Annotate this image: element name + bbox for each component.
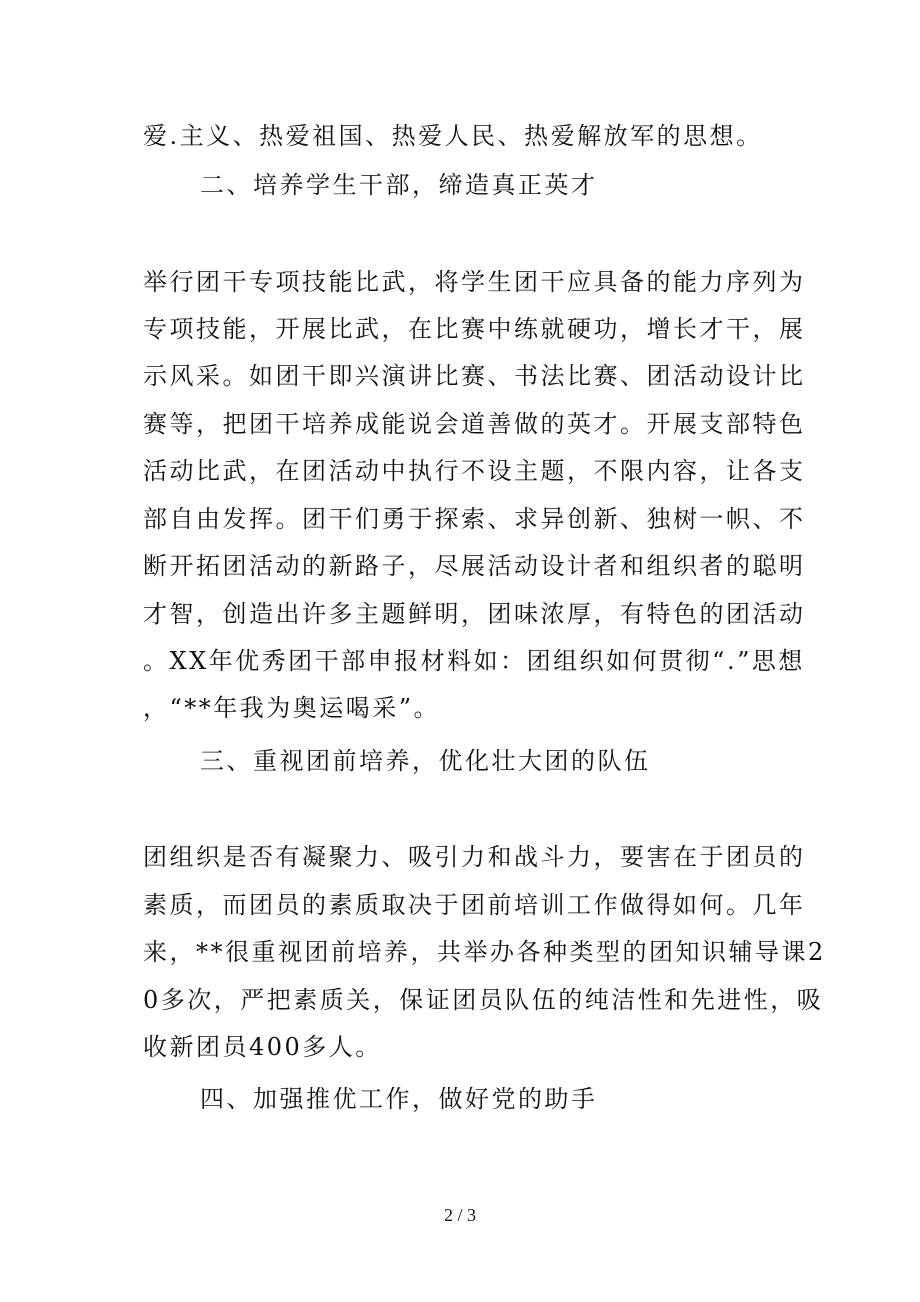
paragraph-line: 才智，创造出许多主题鲜明，团味浓厚，有特色的团活动 bbox=[143, 600, 806, 628]
intro-line: 爱.主义、热爱祖国、热爱人民、热爱解放军的思想。 bbox=[143, 122, 763, 150]
paragraph-line: 活动比武，在团活动中执行不设主题，不限内容，让各支 bbox=[143, 457, 806, 485]
section-heading-3: 三、重视团前培养，优化壮大团的队伍 bbox=[200, 747, 651, 775]
paragraph-line: 部自由发挥。团干们勇于探索、求异创新、独树一帜、不 bbox=[143, 505, 806, 533]
paragraph-line: 团组织是否有凝聚力、吸引力和战斗力，要害在于团员的 bbox=[143, 843, 806, 871]
paragraph-line: ，“**年我为奥运喝采”。 bbox=[143, 694, 441, 722]
paragraph-line: 来，**很重视团前培养，共举办各种类型的团知识辅导课2 bbox=[143, 938, 826, 966]
paragraph-line: 赛等，把团干培养成能说会道善做的英才。开展支部特色 bbox=[143, 410, 806, 438]
paragraph-line: 举行团干专项技能比武，将学生团干应具备的能力序列为 bbox=[143, 268, 806, 296]
paragraph-line: 收新团员400多人。 bbox=[143, 1033, 382, 1061]
paragraph-line: 。XX年优秀团干部申报材料如：团组织如何贯彻“.”思想 bbox=[143, 647, 805, 675]
page-number: 2 / 3 bbox=[443, 1205, 476, 1225]
paragraph-line: 断开拓团活动的新路子，尽展活动设计者和组织者的聪明 bbox=[143, 552, 806, 580]
paragraph-line: 专项技能，开展比武，在比赛中练就硬功，增长才干，展 bbox=[143, 315, 806, 343]
section-heading-4: 四、加强推优工作，做好党的助手 bbox=[200, 1085, 598, 1113]
paragraph-line: 素质，而团员的素质取决于团前培训工作做得如何。几年 bbox=[143, 891, 806, 919]
paragraph-line: 示风采。如团干即兴演讲比赛、书法比赛、团活动设计比 bbox=[143, 362, 806, 390]
section-heading-2: 二、培养学生干部，缔造真正英才 bbox=[200, 171, 598, 199]
paragraph-line: 0多次，严把素质关，保证团员队伍的纯洁性和先进性，吸 bbox=[143, 986, 824, 1014]
